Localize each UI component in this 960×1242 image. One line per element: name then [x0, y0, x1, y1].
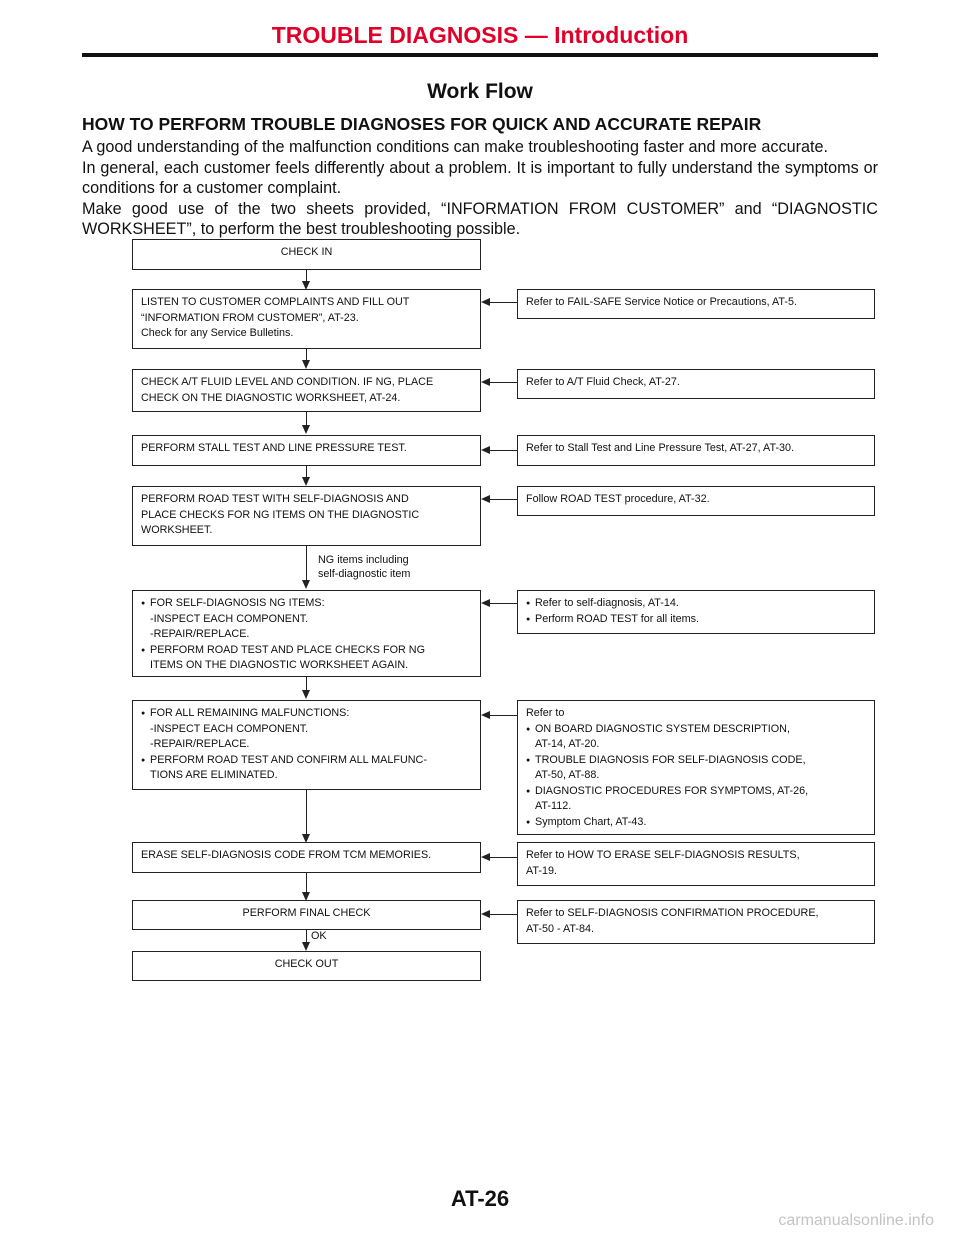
connector	[489, 914, 517, 915]
arrow-left-icon	[481, 853, 490, 861]
ok-label: OK	[311, 930, 327, 942]
ref-text: Refer to	[526, 707, 565, 719]
ref-text: Refer to A/T Fluid Check, AT-27.	[526, 376, 680, 388]
ref-fail-safe-box	[517, 289, 875, 319]
arrow-left-icon	[481, 599, 490, 607]
arrow-left-icon	[481, 378, 490, 386]
check-in-box	[132, 239, 481, 270]
bullet-item: ● Perform ROAD TEST for all items.	[526, 612, 866, 628]
arrow-left-icon	[481, 446, 490, 454]
check-out-label: CHECK OUT	[274, 958, 339, 970]
intro-paragraph: In general, each customer feels differently about a problem. It is important to fully understand the symptoms or conditions for a customer complaint.	[82, 158, 878, 197]
ref-fluid-box	[517, 369, 875, 399]
connector	[489, 499, 517, 500]
ref-text: Follow ROAD TEST procedure, AT-32.	[526, 493, 710, 505]
sub-item: -REPAIR/REPLACE.	[150, 738, 250, 750]
sub-item: ITEMS ON THE DIAGNOSTIC WORKSHEET AGAIN.	[150, 659, 409, 671]
page-number: AT-26	[450, 1186, 510, 1211]
bullet-item: ● FOR ALL REMAINING MALFUNCTIONS:	[141, 706, 472, 722]
ref-text: Refer to HOW TO ERASE SELF-DIAGNOSIS RESULTS,	[526, 849, 800, 861]
step-text: CHECK ON THE DIAGNOSTIC WORKSHEET, AT-24.	[141, 391, 401, 404]
bullet-item: ● FOR SELF-DIAGNOSIS NG ITEMS:	[141, 596, 472, 612]
bullet-item: ● PERFORM ROAD TEST AND CONFIRM ALL MALFUNC-	[141, 753, 472, 769]
check-in-label: CHECK IN	[280, 246, 333, 258]
step-text: PLACE CHECKS FOR NG ITEMS ON THE DIAGNOSTIC	[141, 508, 420, 521]
check-out-box	[132, 951, 481, 981]
connector	[489, 302, 517, 303]
arrow-down-icon	[302, 425, 310, 434]
intro-paragraph: A good understanding of the malfunction conditions can make troubleshooting faster and more accurate.	[82, 138, 828, 156]
sub-item: AT-112.	[535, 800, 572, 812]
arrow-down-icon	[302, 477, 310, 486]
step-text: ERASE SELF-DIAGNOSIS CODE FROM TCM MEMORIES.	[141, 849, 432, 861]
sub-item: TIONS ARE ELIMINATED.	[150, 769, 278, 781]
step-text: PERFORM ROAD TEST WITH SELF-DIAGNOSIS AND	[141, 493, 409, 505]
sub-item: -INSPECT EACH COMPONENT.	[150, 722, 309, 735]
step-fluid-box	[132, 369, 481, 412]
connector	[489, 450, 517, 451]
ref-text: AT-50 - AT-84.	[526, 922, 595, 935]
bullet-item: ● TROUBLE DIAGNOSIS FOR SELF-DIAGNOSIS CODE,	[526, 753, 866, 769]
ref-text: AT-19.	[526, 864, 558, 877]
bullet-item: ● DIAGNOSTIC PROCEDURES FOR SYMPTOMS, AT-26,	[526, 784, 866, 800]
step-final-check-box	[132, 900, 481, 930]
step-text: Check for any Service Bulletins.	[141, 327, 294, 339]
bullet-item: ● ON BOARD DIAGNOSTIC SYSTEM DESCRIPTION,	[526, 722, 866, 738]
arrow-left-icon	[481, 298, 490, 306]
step-self-diag-box	[132, 590, 481, 677]
step-text: LISTEN TO CUSTOMER COMPLAINTS AND FILL OUT	[141, 296, 410, 308]
step-road-test-box	[132, 486, 481, 546]
connector	[306, 412, 307, 426]
ref-road-test-box	[517, 486, 875, 516]
arrow-left-icon	[481, 495, 490, 503]
ref-remaining-box	[517, 700, 875, 835]
connector	[306, 546, 307, 581]
arrow-down-icon	[302, 690, 310, 699]
step-text: CHECK A/T FLUID LEVEL AND CONDITION. IF NG, PLACE	[141, 376, 434, 388]
connector	[489, 603, 517, 604]
step-text: “INFORMATION FROM CUSTOMER”, AT-23.	[141, 311, 359, 324]
connector	[306, 790, 307, 835]
step-text: PERFORM STALL TEST AND LINE PRESSURE TEST.	[141, 442, 407, 454]
arrow-left-icon	[481, 711, 490, 719]
connector	[489, 857, 517, 858]
arrow-down-icon	[302, 580, 310, 589]
section-title: Work Flow	[427, 80, 533, 103]
ng-label	[318, 553, 410, 581]
step-remaining-box	[132, 700, 481, 790]
ref-erase-box	[517, 842, 875, 886]
ref-text: Refer to Stall Test and Line Pressure Test, AT-27, AT-30.	[526, 442, 795, 454]
sub-item: -INSPECT EACH COMPONENT.	[150, 612, 309, 625]
header-rule	[82, 53, 878, 57]
arrow-down-icon	[302, 942, 310, 951]
connector	[306, 677, 307, 691]
ref-self-diag-box	[517, 590, 875, 634]
section-subtitle: HOW TO PERFORM TROUBLE DIAGNOSES FOR QUICK AND ACCURATE REPAIR	[82, 114, 762, 134]
bullet-item: ● PERFORM ROAD TEST AND PLACE CHECKS FOR NG	[141, 643, 472, 659]
sub-item: AT-50, AT-88.	[535, 769, 600, 781]
step-listen-box	[132, 289, 481, 349]
connector	[489, 382, 517, 383]
ref-text: Refer to SELF-DIAGNOSIS CONFIRMATION PROCEDURE,	[526, 907, 819, 919]
arrow-down-icon	[302, 360, 310, 369]
sub-item: AT-14, AT-20.	[535, 738, 600, 750]
arrow-left-icon	[481, 910, 490, 918]
bullet-item: ● Refer to self-diagnosis, AT-14.	[526, 596, 866, 612]
intro-paragraph: Make good use of the two sheets provided, “INFORMATION FROM CUSTOMER” and “DIAGNOSTIC WORKSHEET”, to perform the best troubleshooting possible.	[82, 199, 878, 238]
ref-text: Refer to FAIL-SAFE Service Notice or Precautions, AT-5.	[526, 296, 798, 308]
bullet-item: ● Symptom Chart, AT-43.	[526, 815, 866, 831]
step-stall-box	[132, 435, 481, 466]
ng-label-line: self-diagnostic item	[318, 568, 411, 580]
page-header-title: TROUBLE DIAGNOSIS — Introduction	[271, 22, 689, 48]
ng-label-line: NG items including	[318, 554, 409, 566]
connector	[489, 715, 517, 716]
intro-text	[82, 137, 878, 240]
ref-final-check-box	[517, 900, 875, 944]
step-text: WORKSHEET.	[141, 524, 213, 536]
step-text: PERFORM FINAL CHECK	[242, 907, 371, 919]
connector	[306, 873, 307, 893]
sub-item: -REPAIR/REPLACE.	[150, 628, 250, 640]
step-erase-box	[132, 842, 481, 873]
watermark: carmanualsonline.info	[778, 1212, 934, 1229]
ref-stall-box	[517, 435, 875, 466]
